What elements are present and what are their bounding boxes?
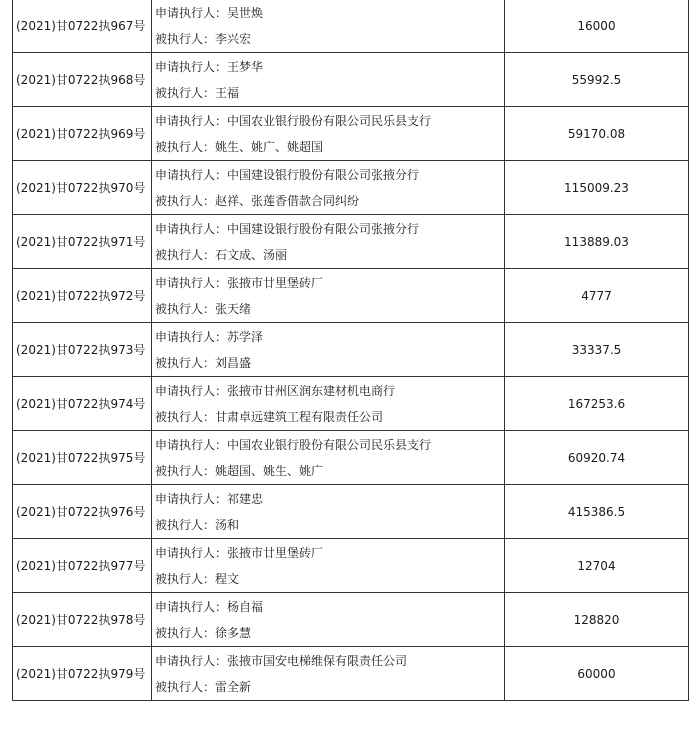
parties-cell — [152, 593, 505, 647]
respondent-label: 被执行人： — [155, 247, 216, 262]
respondent-label: 被执行人： — [155, 571, 216, 586]
case-number-cell: (2021)甘0722执974号 — [13, 377, 152, 431]
applicant-name: 张掖市廿里堡砖厂 — [227, 275, 324, 290]
applicant-label: 申请执行人： — [155, 221, 228, 236]
parties-cell — [152, 539, 505, 593]
respondent-line — [155, 26, 504, 52]
respondent-line — [155, 620, 504, 646]
applicant-name: 张掖市甘州区润东建材机电商行 — [227, 383, 396, 398]
respondent-label: 被执行人： — [155, 409, 216, 424]
applicant-name: 张掖市廿里堡砖厂 — [227, 545, 324, 560]
respondent-name: 姚超国、姚生、姚广 — [215, 463, 324, 478]
applicant-name: 祁建忠 — [227, 491, 264, 506]
parties-cell — [152, 647, 505, 701]
applicant-label: 申请执行人： — [155, 275, 228, 290]
respondent-line — [155, 134, 504, 160]
parties-cell — [152, 431, 505, 485]
respondent-name: 甘肃卓远建筑工程有限责任公司 — [215, 409, 384, 424]
amount-cell: 16000 — [505, 0, 689, 53]
table-row — [13, 377, 689, 431]
respondent-name: 赵祥、张莲香借款合同纠纷 — [215, 193, 360, 208]
applicant-label: 申请执行人： — [155, 167, 228, 182]
applicant-label: 申请执行人： — [155, 545, 228, 560]
case-number-cell: (2021)甘0722执976号 — [13, 485, 152, 539]
applicant-line — [155, 486, 504, 512]
parties-cell — [152, 161, 505, 215]
parties-cell — [152, 485, 505, 539]
applicant-name: 杨自福 — [227, 599, 264, 614]
respondent-name: 石文成、汤丽 — [215, 247, 288, 262]
applicant-line — [155, 54, 504, 80]
applicant-label: 申请执行人： — [155, 329, 228, 344]
case-number-cell: (2021)甘0722执978号 — [13, 593, 152, 647]
amount-cell: 60920.74 — [505, 431, 689, 485]
applicant-line — [155, 162, 504, 188]
case-number-cell: (2021)甘0722执973号 — [13, 323, 152, 377]
amount-cell: 115009.23 — [505, 161, 689, 215]
case-number-cell: (2021)甘0722执971号 — [13, 215, 152, 269]
case-number-cell: (2021)甘0722执977号 — [13, 539, 152, 593]
table-row — [13, 323, 689, 377]
table-row — [13, 53, 689, 107]
case-number-cell: (2021)甘0722执979号 — [13, 647, 152, 701]
respondent-label: 被执行人： — [155, 193, 216, 208]
applicant-line — [155, 0, 504, 26]
parties-cell — [152, 53, 505, 107]
table-row — [13, 647, 689, 701]
applicant-line — [155, 324, 504, 350]
respondent-label: 被执行人： — [155, 517, 216, 532]
applicant-line — [155, 540, 504, 566]
parties-cell — [152, 215, 505, 269]
table-row — [13, 215, 689, 269]
applicant-label: 申请执行人： — [155, 437, 228, 452]
applicant-name: 中国建设银行股份有限公司张掖分行 — [227, 221, 420, 236]
amount-cell: 415386.5 — [505, 485, 689, 539]
applicant-line — [155, 378, 504, 404]
applicant-label: 申请执行人： — [155, 653, 228, 668]
case-number-cell: (2021)甘0722执970号 — [13, 161, 152, 215]
amount-cell: 59170.08 — [505, 107, 689, 161]
respondent-name: 汤和 — [215, 517, 240, 532]
table-row — [13, 593, 689, 647]
respondent-line — [155, 80, 504, 106]
amount-cell: 60000 — [505, 647, 689, 701]
enforcement-cases-table — [12, 0, 689, 701]
respondent-label: 被执行人： — [155, 139, 216, 154]
applicant-line — [155, 648, 504, 674]
table-row — [13, 107, 689, 161]
respondent-label: 被执行人： — [155, 463, 216, 478]
table-row — [13, 0, 689, 53]
applicant-name: 中国农业银行股份有限公司民乐县支行 — [227, 437, 432, 452]
table-row — [13, 539, 689, 593]
applicant-name: 中国农业银行股份有限公司民乐县支行 — [227, 113, 432, 128]
respondent-label: 被执行人： — [155, 31, 216, 46]
applicant-label: 申请执行人： — [155, 113, 228, 128]
respondent-name: 张天绪 — [215, 301, 252, 316]
applicant-line — [155, 216, 504, 242]
parties-cell — [152, 377, 505, 431]
amount-cell: 55992.5 — [505, 53, 689, 107]
amount-cell: 4777 — [505, 269, 689, 323]
applicant-line — [155, 270, 504, 296]
respondent-name: 刘昌盛 — [215, 355, 252, 370]
amount-cell: 33337.5 — [505, 323, 689, 377]
respondent-name: 王福 — [215, 85, 240, 100]
amount-cell: 128820 — [505, 593, 689, 647]
applicant-name: 中国建设银行股份有限公司张掖分行 — [227, 167, 420, 182]
respondent-line — [155, 458, 504, 484]
respondent-name: 徐多慧 — [215, 625, 252, 640]
applicant-name: 吴世焕 — [227, 5, 264, 20]
applicant-line — [155, 432, 504, 458]
respondent-label: 被执行人： — [155, 355, 216, 370]
respondent-label: 被执行人： — [155, 301, 216, 316]
table-row — [13, 269, 689, 323]
applicant-label: 申请执行人： — [155, 599, 228, 614]
applicant-label: 申请执行人： — [155, 59, 228, 74]
respondent-label: 被执行人： — [155, 625, 216, 640]
applicant-label: 申请执行人： — [155, 5, 228, 20]
respondent-line — [155, 188, 504, 214]
respondent-name: 雷全新 — [215, 679, 252, 694]
applicant-line — [155, 594, 504, 620]
table-row — [13, 431, 689, 485]
case-number-cell: (2021)甘0722执972号 — [13, 269, 152, 323]
parties-cell — [152, 269, 505, 323]
respondent-label: 被执行人： — [155, 679, 216, 694]
applicant-name: 王梦华 — [227, 59, 264, 74]
case-number-cell: (2021)甘0722执967号 — [13, 0, 152, 53]
amount-cell: 113889.03 — [505, 215, 689, 269]
table-row — [13, 161, 689, 215]
parties-cell — [152, 107, 505, 161]
respondent-name: 姚生、姚广、姚超国 — [215, 139, 324, 154]
respondent-label: 被执行人： — [155, 85, 216, 100]
respondent-line — [155, 242, 504, 268]
parties-cell — [152, 323, 505, 377]
table-body — [13, 0, 689, 701]
respondent-line — [155, 674, 504, 700]
amount-cell: 12704 — [505, 539, 689, 593]
case-number-cell: (2021)甘0722执968号 — [13, 53, 152, 107]
table-row — [13, 485, 689, 539]
respondent-name: 李兴宏 — [215, 31, 252, 46]
respondent-line — [155, 296, 504, 322]
respondent-line — [155, 566, 504, 592]
parties-cell — [152, 0, 505, 53]
applicant-name: 张掖市国安电梯维保有限责任公司 — [227, 653, 408, 668]
amount-cell: 167253.6 — [505, 377, 689, 431]
case-number-cell: (2021)甘0722执975号 — [13, 431, 152, 485]
respondent-name: 程文 — [215, 571, 240, 586]
applicant-label: 申请执行人： — [155, 491, 228, 506]
respondent-line — [155, 512, 504, 538]
applicant-name: 苏学泽 — [227, 329, 264, 344]
respondent-line — [155, 404, 504, 430]
applicant-line — [155, 108, 504, 134]
case-number-cell: (2021)甘0722执969号 — [13, 107, 152, 161]
applicant-label: 申请执行人： — [155, 383, 228, 398]
respondent-line — [155, 350, 504, 376]
